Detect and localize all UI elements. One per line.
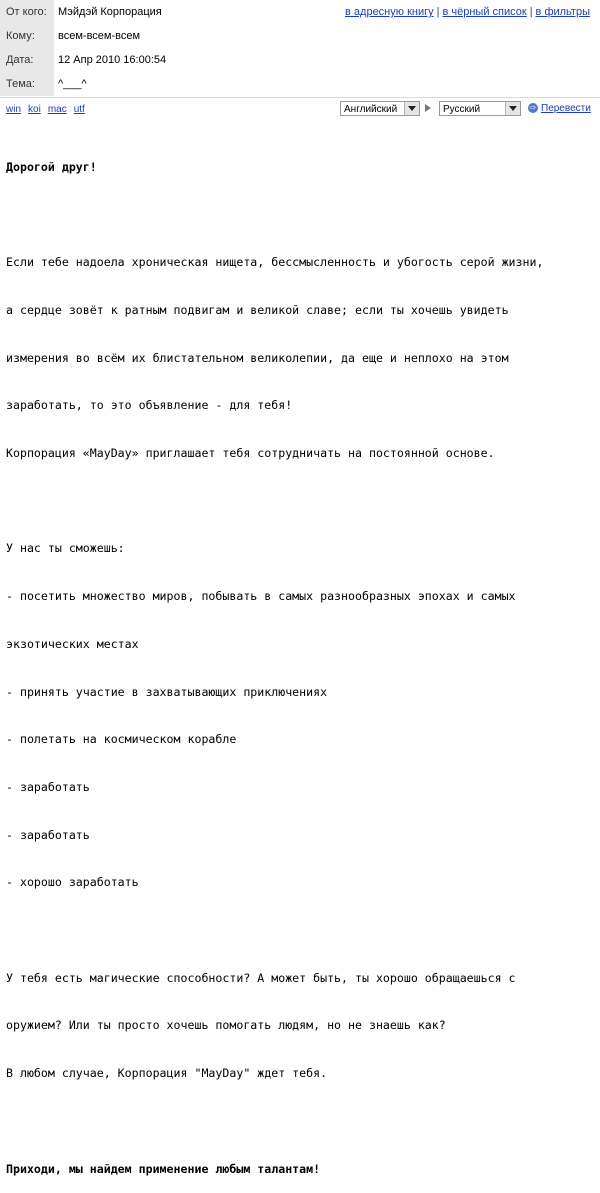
message-line: измерения во всём их блистательном великолепии, да еще и неплохо на этом bbox=[6, 350, 509, 365]
from-row bbox=[0, 0, 600, 24]
chevron-down-icon bbox=[404, 102, 419, 115]
message-line: а сердце зовёт к ратным подвигам и великой славе; если ты хочешь увидеть bbox=[6, 302, 509, 317]
encoding-utf-link[interactable]: utf bbox=[73, 104, 85, 115]
message-line: В любом случае, Корпорация "MayDay" ждет тебя. bbox=[6, 1066, 328, 1081]
to-row bbox=[0, 24, 600, 48]
message-line: Корпорация «MayDay» приглашает тебя сотрудничать на постоянной основе. bbox=[6, 446, 495, 461]
message-line: У тебя есть магические способности? А может быть, ты хорошо обращаешься с bbox=[6, 970, 516, 985]
to-label: Кому: bbox=[0, 24, 54, 48]
message-body bbox=[6, 128, 596, 1193]
message-line: - заработать bbox=[6, 779, 90, 794]
translate-button[interactable]: Перевести bbox=[541, 103, 591, 114]
message-line: заработать, то это объявление - для тебя! bbox=[6, 398, 293, 413]
from-label: От кого: bbox=[0, 0, 54, 24]
arrow-right-icon bbox=[425, 104, 431, 112]
add-to-addressbook-link[interactable]: в адресную книгу bbox=[345, 6, 434, 18]
separator: | bbox=[436, 6, 440, 18]
header-divider bbox=[0, 97, 600, 98]
message-greeting: Дорогой друг! bbox=[6, 159, 97, 174]
message-line: экзотических местах bbox=[6, 636, 139, 651]
source-language-value: Английский bbox=[344, 104, 398, 115]
add-to-blacklist-link[interactable]: в чёрный список bbox=[442, 6, 527, 18]
add-to-filters-link[interactable]: в фильтры bbox=[535, 6, 590, 18]
date-row bbox=[0, 48, 600, 72]
to-value: всем-всем-всем bbox=[58, 30, 141, 42]
target-language-select[interactable] bbox=[439, 101, 521, 116]
separator: | bbox=[529, 6, 533, 18]
message-line: У нас ты сможешь: bbox=[6, 541, 125, 556]
message-line: - заработать bbox=[6, 827, 90, 842]
subject-label: Тема: bbox=[0, 72, 54, 96]
subject-value: ^___^ bbox=[58, 78, 87, 90]
message-line: - посетить множество миров, побывать в самых разнообразных эпохах и самых bbox=[6, 589, 516, 604]
subject-row bbox=[0, 72, 600, 96]
date-label: Дата: bbox=[0, 48, 54, 72]
encoding-win-link[interactable]: win bbox=[6, 104, 22, 115]
chevron-down-icon bbox=[505, 102, 520, 115]
message-closing: Приходи, мы найдем применение любым талантам! bbox=[6, 1161, 321, 1176]
message-line: оружием? Или ты просто хочешь помогать людям, но не знаешь как? bbox=[6, 1018, 446, 1033]
message-line: - полетать на космическом корабле bbox=[6, 732, 237, 747]
encoding-mac-link[interactable]: mac bbox=[47, 104, 67, 115]
target-language-value: Русский bbox=[443, 104, 481, 115]
message-line: - принять участие в захватывающих приключениях bbox=[6, 684, 328, 699]
translate-icon[interactable]: ⇨ bbox=[529, 103, 537, 112]
date-value: 12 Апр 2010 16:00:54 bbox=[58, 54, 167, 66]
encoding-koi-link[interactable]: koi bbox=[28, 104, 41, 115]
sender-actions bbox=[345, 0, 590, 24]
encoding-links bbox=[6, 104, 92, 115]
from-value: Мэйдэй Корпорация bbox=[58, 6, 162, 18]
source-language-select[interactable] bbox=[340, 101, 420, 116]
message-line: - хорошо заработать bbox=[6, 875, 139, 890]
message-line: Если тебе надоела хроническая нищета, бессмысленность и убогость серой жизни, bbox=[6, 255, 544, 270]
